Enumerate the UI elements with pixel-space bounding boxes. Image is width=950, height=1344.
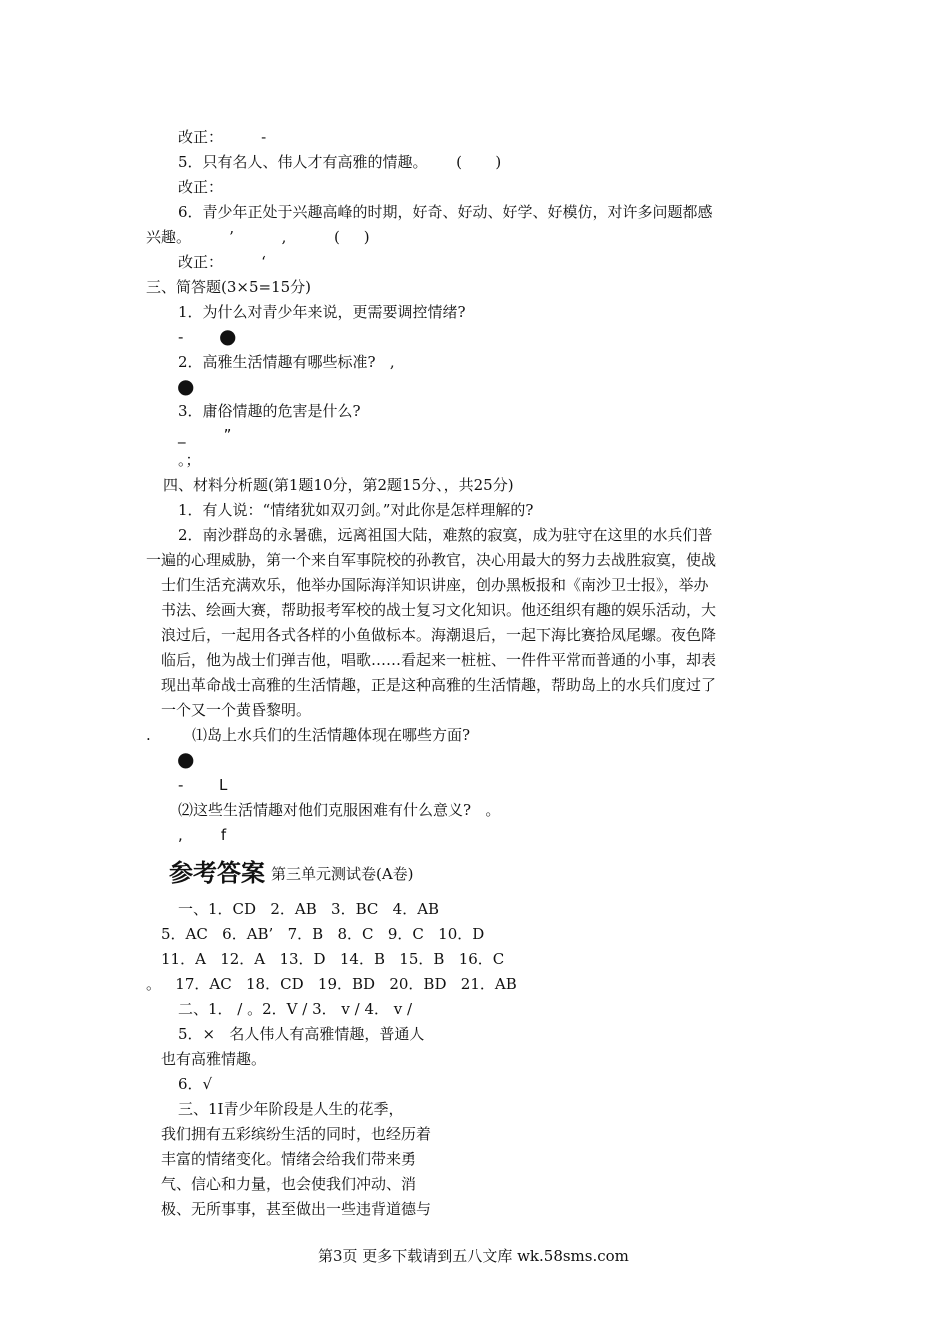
answer-line: 三、1I青少年阶段是人生的花季， — [178, 1100, 404, 1118]
answer-line: 。 17．AC 18．CD 19．BD 20．BD 21．AB — [146, 975, 517, 993]
answer-line: 6．√ — [178, 1075, 213, 1093]
text-line: 临后，他为战士们弹吉他，唱歌……看起来一桩桩、一件件平常而普通的小事，却表 — [161, 651, 717, 669]
text-line: 士们生活充满欢乐，他举办国际海洋知识讲座，创办黑板报和《南沙卫士报》，举办 — [161, 576, 709, 594]
bullet-dot: ● — [219, 324, 237, 348]
section-heading: 三、简答题(3×5=15分) — [146, 278, 312, 296]
answer-line: 丰富的情绪变化。情绪会给我们带来勇 — [161, 1150, 417, 1168]
question-line: ⑵这些生活情趣对他们克服困难有什么意义? 。 — [178, 801, 501, 819]
answer-line: 一、1．CD 2．AB 3．BC 4．AB — [178, 900, 440, 918]
text-line: 一个又一个黄昏黎明。 — [161, 701, 312, 719]
question-line: 3．庸俗情趣的危害是什么? — [178, 402, 361, 420]
text-line: 改正： - — [178, 128, 267, 146]
mark: . — [146, 726, 151, 744]
answer-title: 参考答案 — [169, 859, 265, 887]
text-line: 书法、绘画大赛，帮助报考军校的战士复习文化知识。他还组织有趣的娱乐活动，大 — [161, 601, 717, 619]
answer-line: 气、信心和力量，也会使我们冲动、消 — [161, 1175, 417, 1193]
text-line: 改正： ‘ — [178, 253, 266, 271]
question-line: 2．高雅生活情趣有哪些标准? , — [178, 353, 395, 371]
text-line: 兴趣。 ’ , ( ) — [146, 228, 370, 246]
page-footer: 第3页 更多下载请到五八文库 wk.58sms.com — [318, 1247, 629, 1265]
text-line: 现出革命战士高雅的生活情趣，正是这种高雅的生活情趣，帮助岛上的水兵们度过了 — [161, 676, 717, 694]
mark: - — [178, 328, 184, 346]
question-line: ⑴岛上水兵们的生活情趣体现在哪些方面? — [192, 726, 471, 744]
answer-line: 极、无所事事，甚至做出一些违背道德与 — [161, 1200, 432, 1218]
answer-line: 5．AC 6．AB’ 7．B 8．C 9．C 10．D — [161, 925, 485, 943]
answer-line: 二、1． / 。2．V / 3． v / 4． v / — [178, 1000, 413, 1018]
question-line: 1．为什么对青少年来说，更需要调控情绪? — [178, 303, 466, 321]
answer-line: 也有高雅情趣。 — [161, 1050, 267, 1068]
answer-line: 我们拥有五彩缤纷生活的同时，也经历着 — [161, 1125, 432, 1143]
text-line: 改正： — [178, 178, 224, 196]
text-line: 5．只有名人、伟人才有高雅的情趣。 ( ) — [178, 153, 502, 171]
mark: L — [219, 776, 228, 794]
bullet-dot: ● — [177, 374, 195, 398]
answer-subtitle: 第三单元测试卷(A卷) — [271, 865, 414, 883]
question-line: 1．有人说：“情绪犹如双刃剑。”对此你是怎样理解的? — [178, 501, 534, 519]
mark: _ ” — [178, 426, 232, 444]
bullet-dot: ● — [177, 747, 195, 771]
mark: - — [178, 776, 184, 794]
mark: 。； — [178, 451, 201, 469]
text-line: 2．南沙群岛的永暑礁，远离祖国大陆，难熬的寂寞，成为驻守在这里的水兵们普 — [178, 526, 713, 544]
text-line: 6．青少年正处于兴趣高峰的时期，好奇、好动、好学、好模仿，对许多问题都感 — [178, 203, 713, 221]
answer-line: 11．A 12．A 13．D 14．B 15．B 16．C — [161, 950, 505, 968]
answer-line: 5．× 名人伟人有高雅情趣，普通人 — [178, 1025, 425, 1043]
section-heading: 四、材料分析题(第1题10分，第2题15分、，共25分) — [163, 476, 514, 494]
text-line: 浪过后，一起用各式各样的小鱼做标本。海潮退后，一起下海比赛拾凤尾螺。夜色降 — [161, 626, 717, 644]
mark: , f — [178, 826, 227, 844]
text-line: 一遍的心理威胁，第一个来自军事院校的孙教官，决心用最大的努力去战胜寂寞，使战 — [146, 551, 717, 569]
